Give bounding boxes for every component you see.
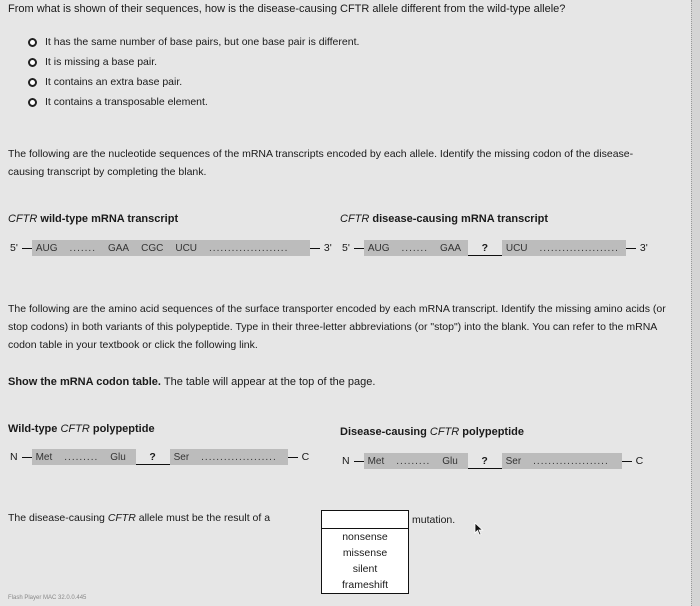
codon: CGC	[141, 242, 164, 254]
codon: GAA	[439, 242, 462, 254]
amino-acid: Glu	[110, 451, 126, 463]
aa-ellipsis: ....................	[533, 455, 609, 467]
codon-table-link[interactable]: Show the mRNA codon table.	[8, 376, 161, 388]
dc-pep-strip	[338, 453, 647, 469]
question-1-options	[28, 32, 359, 112]
codon: UCU	[175, 242, 198, 254]
wt-mrna-codons	[32, 240, 310, 256]
n-terminus-label: N	[10, 451, 18, 463]
c-terminus-label: C	[301, 451, 310, 463]
mutation-type-dropdown[interactable]	[321, 510, 409, 594]
bond-line	[626, 248, 636, 249]
mutation-suffix: mutation.	[412, 514, 456, 526]
wt-pep-aa-a	[32, 449, 136, 465]
radio-icon[interactable]	[28, 98, 37, 107]
codon: UCU	[505, 242, 528, 254]
radio-icon[interactable]	[28, 58, 37, 67]
bond-line	[354, 248, 364, 249]
mouse-pointer-icon	[474, 522, 484, 536]
codon-table-link-row	[8, 376, 375, 388]
three-prime-label: 3'	[323, 242, 332, 254]
option-same-length[interactable]	[28, 32, 359, 52]
aa-ellipsis: .........	[64, 451, 99, 463]
n-terminus-label: N	[342, 455, 350, 467]
codon-ellipsis: .....................	[209, 242, 289, 254]
mutation-prompt: The disease-causing CFTR allele must be the result of a	[8, 512, 271, 524]
question-1-text: From what is shown of their sequences, how is the disease-causing CFTR allele different from the wild-type allele?	[8, 3, 566, 15]
codon: AUG	[367, 242, 390, 254]
wt-pep-aa-b	[170, 449, 288, 465]
dropdown-option-frameshift[interactable]: frameshift	[341, 579, 389, 591]
dc-mrna-strip	[338, 240, 652, 256]
codon: AUG	[35, 242, 58, 254]
option-label: It contains a transposable element.	[45, 96, 208, 108]
radio-icon[interactable]	[28, 78, 37, 87]
dc-mrna-label: CFTR disease-causing mRNA transcript	[340, 213, 549, 225]
option-extra-base[interactable]	[28, 72, 359, 92]
codon-blank-input[interactable]: ?	[468, 240, 502, 256]
dc-pep-aa-a	[364, 453, 468, 469]
amino-acid: Glu	[442, 455, 458, 467]
aa-ellipsis: ....................	[201, 451, 277, 463]
wt-mrna-strip	[6, 240, 336, 256]
five-prime-label: 5'	[10, 242, 18, 254]
bond-line	[310, 248, 320, 249]
amino-acid: Met	[35, 451, 53, 463]
dropdown-option-nonsense[interactable]: nonsense	[342, 531, 388, 543]
dc-mrna-codons-a	[364, 240, 468, 256]
codon-ellipsis: .......	[69, 242, 96, 254]
codon-ellipsis: .....................	[539, 242, 619, 254]
bond-line	[288, 457, 298, 458]
bond-line	[22, 248, 32, 249]
vertical-scrollbar[interactable]	[691, 0, 700, 606]
bond-line	[622, 461, 632, 462]
dropdown-selected[interactable]	[322, 511, 408, 529]
dc-pep-label: Disease-causing CFTR polypeptide	[340, 426, 524, 438]
option-transposable[interactable]	[28, 92, 359, 112]
dropdown-option-silent[interactable]: silent	[352, 563, 378, 575]
dc-aa-blank-input[interactable]: ?	[468, 453, 502, 469]
aa-intro: The following are the amino acid sequences of the surface transporter encoded by each mRNA transcript. Identify the missing amino acids (or stop codons) in both variants of this polypeptide. Type in their three-letter abbreviations (or "stop") into the blank. You can refer to the mRNA codon table in your textbook or click the following link.	[8, 303, 666, 351]
codon: GAA	[107, 242, 130, 254]
wt-pep-strip	[6, 449, 313, 465]
mrna-intro: The following are the nucleotide sequences of the mRNA transcripts encoded by each allele. Identify the missing codon of the disease-causing transcript by completing the blank.	[8, 148, 634, 178]
dropdown-option-missense[interactable]: missense	[342, 547, 388, 559]
amino-acid: Ser	[173, 451, 190, 463]
dc-pep-aa-b	[502, 453, 622, 469]
codon-table-note: The table will appear at the top of the page.	[161, 376, 376, 388]
three-prime-label: 3'	[639, 242, 648, 254]
option-label: It contains an extra base pair.	[45, 76, 183, 88]
amino-acid: Met	[367, 455, 385, 467]
amino-acid: Ser	[505, 455, 522, 467]
five-prime-label: 5'	[342, 242, 350, 254]
wt-mrna-label: CFTR wild-type mRNA transcript	[8, 213, 179, 225]
option-label: It is missing a base pair.	[45, 56, 158, 68]
flash-player-footer: Flash Player MAC 32.0.0.445	[8, 595, 87, 601]
option-missing-base[interactable]	[28, 52, 359, 72]
dc-mrna-codons-b	[502, 240, 626, 256]
bond-line	[22, 457, 32, 458]
wt-pep-label: Wild-type CFTR polypeptide	[8, 423, 155, 435]
radio-icon[interactable]	[28, 38, 37, 47]
bond-line	[354, 461, 364, 462]
option-label: It has the same number of base pairs, but one base pair is different.	[45, 36, 360, 48]
codon-ellipsis: .......	[401, 242, 428, 254]
wt-aa-blank-input[interactable]: ?	[136, 449, 170, 465]
c-terminus-label: C	[635, 455, 644, 467]
aa-ellipsis: .........	[396, 455, 431, 467]
